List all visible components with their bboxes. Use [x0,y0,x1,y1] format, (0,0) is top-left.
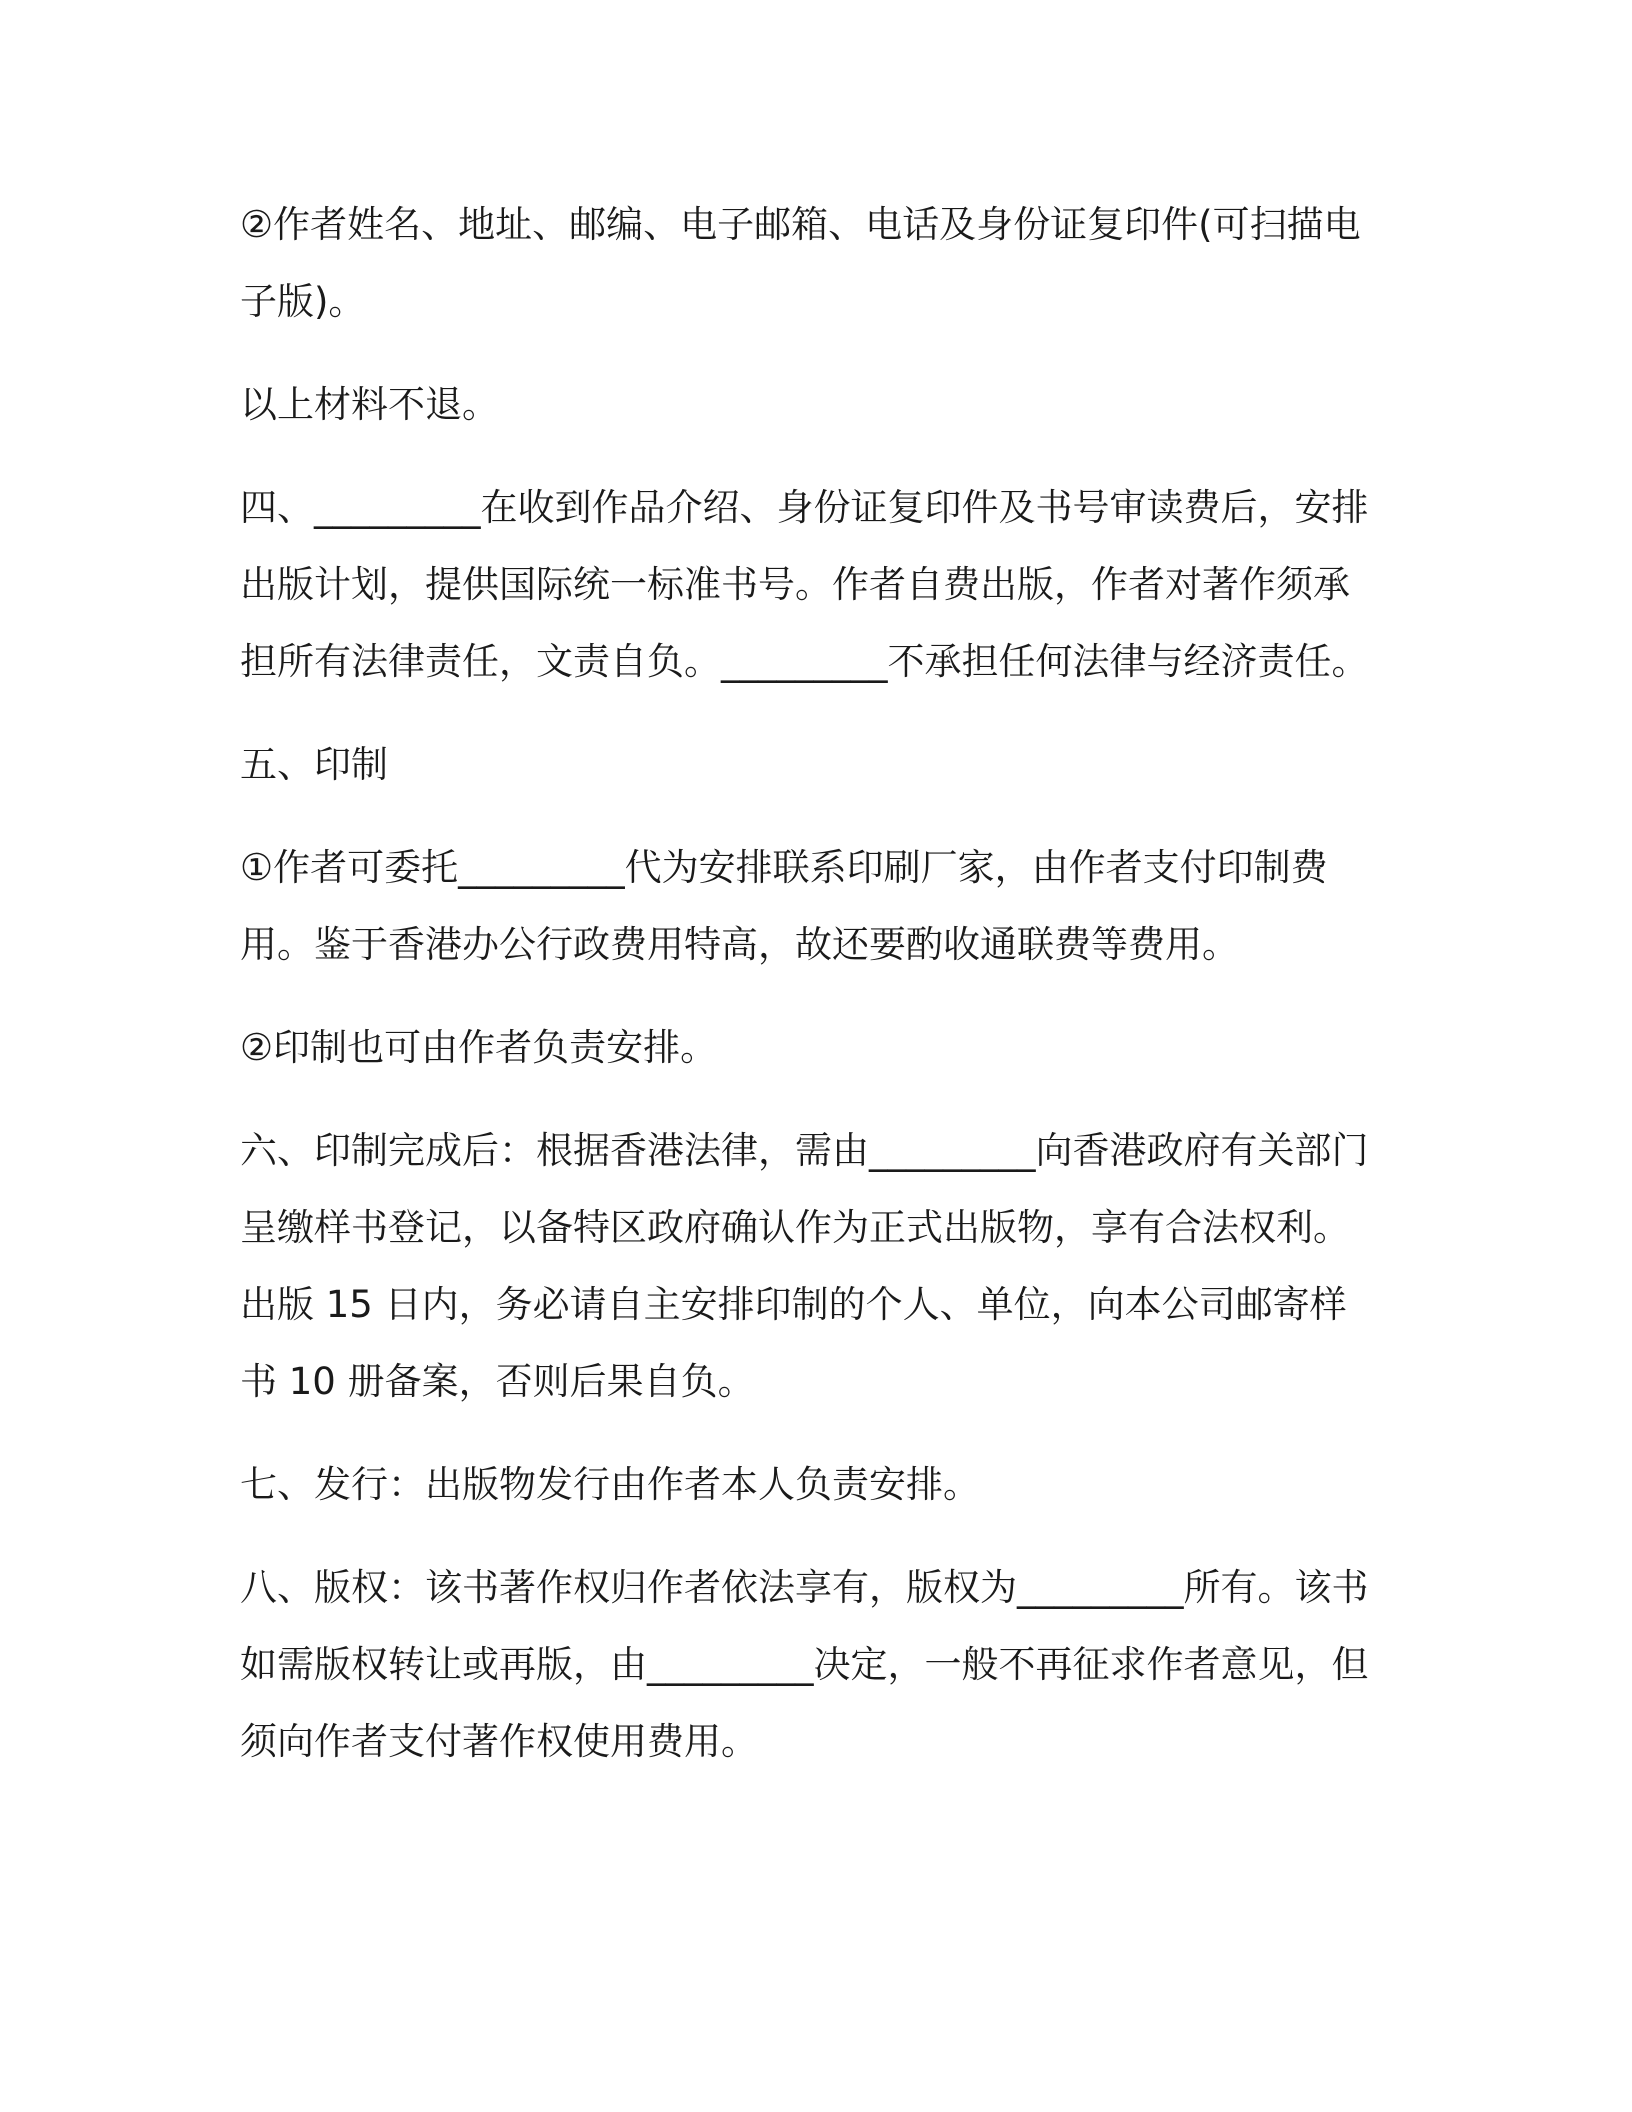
document-page [240,186,1380,1806]
heading-section-5-printing: 五、印制 [240,743,388,786]
paragraph-printing-item-1: ①作者可委托_________代为安排联系印刷厂家，由作者支付印制费用。鉴于香港办公行政费用特高，故还要酌收通联费等费用。 [240,846,1328,966]
paragraph-printing-item-2: ②印制也可由作者负责安排。 [240,1026,718,1069]
paragraph-author-info: ②作者姓名、地址、邮编、电子邮箱、电话及身份证复印件(可扫描电子版)。 [240,203,1361,323]
paragraph-section-4: 四、_________在收到作品介绍、身份证复印件及书号审读费后，安排出版计划，提供国际统一标准书号。作者自费出版，作者对著作须承担所有法律责任，文责自负。_________不承担任何法律与经济责任。 [240,486,1369,683]
paragraph-section-6: 六、印制完成后：根据香港法律，需由_________向香港政府有关部门呈缴样书登记，以备特区政府确认作为正式出版物，享有合法权利。出版 15 日内，务必请自主安排印制的个人、单位，向本公司邮寄样书 10 册备案，否则后果自负。 [240,1129,1369,1403]
paragraph-materials-not-returned: 以上材料不退。 [240,383,499,426]
paragraph-section-8: 八、版权：该书著作权归作者依法享有，版权为_________所有。该书如需版权转让或再版，由_________决定，一般不再征求作者意见，但须向作者支付著作权使用费用。 [240,1566,1369,1763]
paragraph-section-7: 七、发行：出版物发行由作者本人负责安排。 [240,1463,980,1506]
